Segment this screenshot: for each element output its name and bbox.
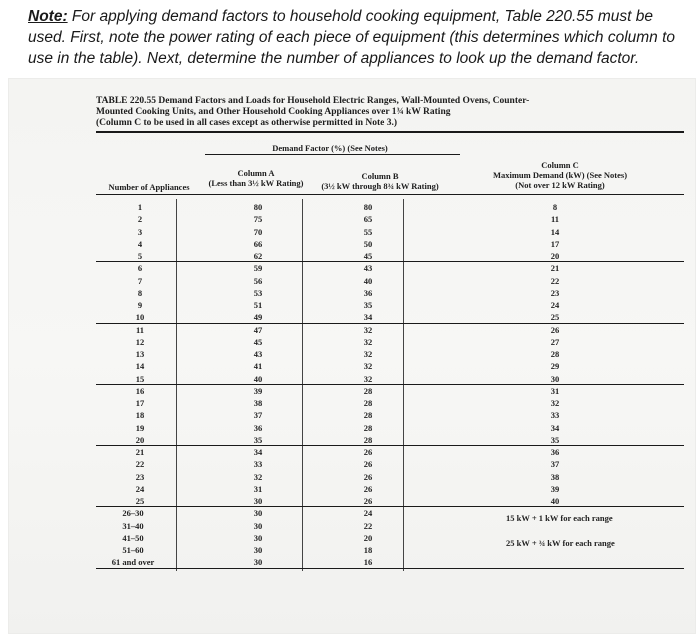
col-a-cell: 59 [253,263,263,274]
group-rule [96,445,684,446]
col-c-cell: 23 [550,287,560,298]
col-b-cell: 32 [363,349,373,359]
number-cell: 1 [137,202,143,212]
col-a-cell: 53 [253,287,263,298]
col-b-cell: 43 [363,263,373,274]
col-b-cell: 26 [363,471,373,482]
col-c-cell: 39 [550,483,560,494]
col-b-header-range: (3½ kW through 8¾ kW Rating) [321,181,439,191]
number-cell: 23 [135,471,145,482]
col-a-cell: 47 [253,324,263,335]
group-rule [96,506,684,507]
instruction-note [28,6,688,69]
number-cell: 3 [137,226,143,237]
col-a-cell: 66 [253,238,263,249]
col-separator-c [403,199,404,571]
col-a-cell: 80 [253,202,263,212]
col-a-cell: 70 [253,226,263,237]
number-cell: 20 [135,434,145,445]
col-a-cell: 38 [253,398,263,408]
col-c-cell: 27 [550,336,560,347]
col-b-cell: 22 [363,520,373,531]
col-c-cell: 38 [550,471,560,482]
col-c-cell: 14 [550,226,560,237]
col-c-cell: 37 [550,459,560,470]
group-rule [96,384,684,385]
number-cell: 19 [135,422,145,433]
col-a-cell: 30 [253,520,263,531]
number-cell: 16 [135,385,145,396]
col-b-header-title: Column B [361,171,399,181]
col-b-cell: 28 [363,385,373,396]
note-label: Note: [28,8,68,25]
number-cell: 21 [135,447,145,457]
number-cell: 51–60 [122,545,144,555]
col-c-cell: 8 [552,202,558,212]
group-rule [96,323,684,324]
col-a-cell: 39 [253,385,263,396]
col-c-cell: 34 [550,422,560,433]
col-b-cell: 26 [363,496,373,506]
table-title-block [96,96,556,129]
col-c-cell: 22 [550,275,560,286]
col-a-cell: 49 [253,312,263,323]
col-b-cell: 28 [363,434,373,445]
col-c-cell: 32 [550,398,560,408]
number-cell: 18 [135,410,145,421]
group-rule [96,568,684,569]
col-c-range-1: 15 kW + 1 kW for each range [506,513,613,523]
col-b-cell: 65 [363,214,373,225]
header-bottom-rule [96,194,684,195]
col-b-cell: 26 [363,447,373,457]
number-cell: 13 [135,349,145,359]
col-c-cell: 26 [550,324,560,335]
col-a-cell: 30 [253,532,263,543]
number-cell: 8 [137,287,143,298]
col-c-range-2: 25 kW + ¾ kW for each range [506,538,615,548]
col-c-cell: 31 [550,385,560,396]
col-b-cell: 20 [363,532,373,543]
col-a-cell: 30 [253,545,263,555]
number-cell: 5 [137,251,143,261]
col-a-cell: 37 [253,410,263,421]
number-cell: 6 [137,263,143,274]
col-a-cell: 56 [253,275,263,286]
col-a-cell: 43 [253,349,263,359]
col-c-header-range: (Not over 12 kW Rating) [515,180,605,190]
col-a-cell: 62 [253,251,263,261]
col-b-cell: 16 [363,557,373,568]
number-cell: 4 [137,238,143,249]
number-cell: 25 [135,496,145,506]
col-c-cell: 36 [550,447,560,457]
col-c-cell: 20 [550,251,560,261]
demand-factor-header: Demand Factor (%) (See Notes) [272,143,388,153]
number-cell: 22 [135,459,145,470]
col-b-cell: 28 [363,422,373,433]
col-b-cell: 55 [363,226,373,237]
col-c-header-demand: Maximum Demand (kW) (See Notes) [492,170,628,180]
col-b-cell: 24 [363,508,373,519]
col-c-cell: 29 [550,361,560,372]
col-b-cell: 36 [363,287,373,298]
col-b-cell: 26 [363,459,373,470]
number-cell: 61 and over [111,557,155,568]
col-a-cell: 30 [253,557,263,568]
col-b-cell: 40 [363,275,373,286]
col-b-cell: 26 [363,483,373,494]
col-separator-b [302,199,303,571]
number-cell: 12 [135,336,145,347]
col-a-cell: 41 [253,361,263,372]
col-a-cell: 45 [253,336,263,347]
col-b-cell: 50 [363,238,373,249]
col-b-cell: 28 [363,410,373,421]
number-cell: 24 [135,483,145,494]
col-a-cell: 35 [253,434,263,445]
col-a-cell: 33 [253,459,263,470]
number-cell: 41–50 [122,532,144,543]
col-c-cell: 40 [550,496,560,506]
col-b-cell: 18 [363,545,373,555]
col-a-cell: 30 [253,508,263,519]
group-rule [96,261,684,262]
col-b-cell: 32 [363,324,373,335]
number-cell: 11 [135,324,145,335]
col-a-header-range: (Less than 3½ kW Rating) [208,178,304,188]
col-c-cell: 33 [550,410,560,421]
col-a-cell: 34 [253,447,263,457]
col-c-header [470,160,650,190]
number-cell: 9 [137,300,143,310]
col-b-cell: 32 [363,373,373,384]
number-cell: 26–30 [122,508,144,519]
col-b-cell: 32 [363,361,373,372]
col-b-cell: 32 [363,336,373,347]
col-b-cell: 28 [363,398,373,408]
col-a-cell: 30 [253,496,263,506]
col-a-cell: 36 [253,422,263,433]
col-b-cell: 34 [363,312,373,323]
col-b-header [315,171,445,191]
col-c-cell: 30 [550,373,560,384]
col-a-cell: 40 [253,373,263,384]
col-c-cell: 21 [550,263,560,274]
col-b-cell: 45 [363,251,373,261]
col-c-cell: 28 [550,349,560,359]
col-c-cell: 25 [550,312,560,323]
number-cell: 14 [135,361,145,372]
col-a-cell: 51 [253,300,263,310]
number-cell: 7 [137,275,143,286]
col-c-cell: 11 [550,214,560,225]
number-cell: 10 [135,312,145,323]
col-c-cell: 24 [550,300,560,310]
col-a-cell: 32 [253,471,263,482]
number-cell: 2 [137,214,143,225]
col-a-cell: 31 [253,483,263,494]
col-b-cell: 35 [363,300,373,310]
col-a-cell: 75 [253,214,263,225]
number-cell: 17 [135,398,145,408]
table-top-rule [96,131,684,133]
demand-factor-rule [205,154,460,155]
col-separator-a [176,199,177,571]
number-cell: 15 [135,373,145,384]
col-b-cell: 80 [363,202,373,212]
table-subtitle: (Column C to be used in all cases except as otherwise permitted in Note 3.) [96,118,398,128]
col-number-header: Number of Appliances [108,182,190,192]
table-title: TABLE 220.55 Demand Factors and Loads for Household Electric Ranges, Wall-Mounted Ovens, Counter-Mounted Cooking Units, and Other Household Cooking Appliances over 1¾ kW Rating [96,96,530,117]
col-c-header-title: Column C [541,160,579,170]
col-c-cell: 35 [550,434,560,445]
col-c-cell: 17 [550,238,560,249]
number-cell: 31–40 [122,520,144,531]
note-text: For applying demand factors to household cooking equipment, Table 220.55 must be used. First, note the power rating of each piece of equipment (this determines which column to use in the table). Next, determine the number of appliances to look up the demand factor. [28,8,676,67]
col-a-header-title: Column A [237,168,275,178]
col-a-header [196,168,316,188]
